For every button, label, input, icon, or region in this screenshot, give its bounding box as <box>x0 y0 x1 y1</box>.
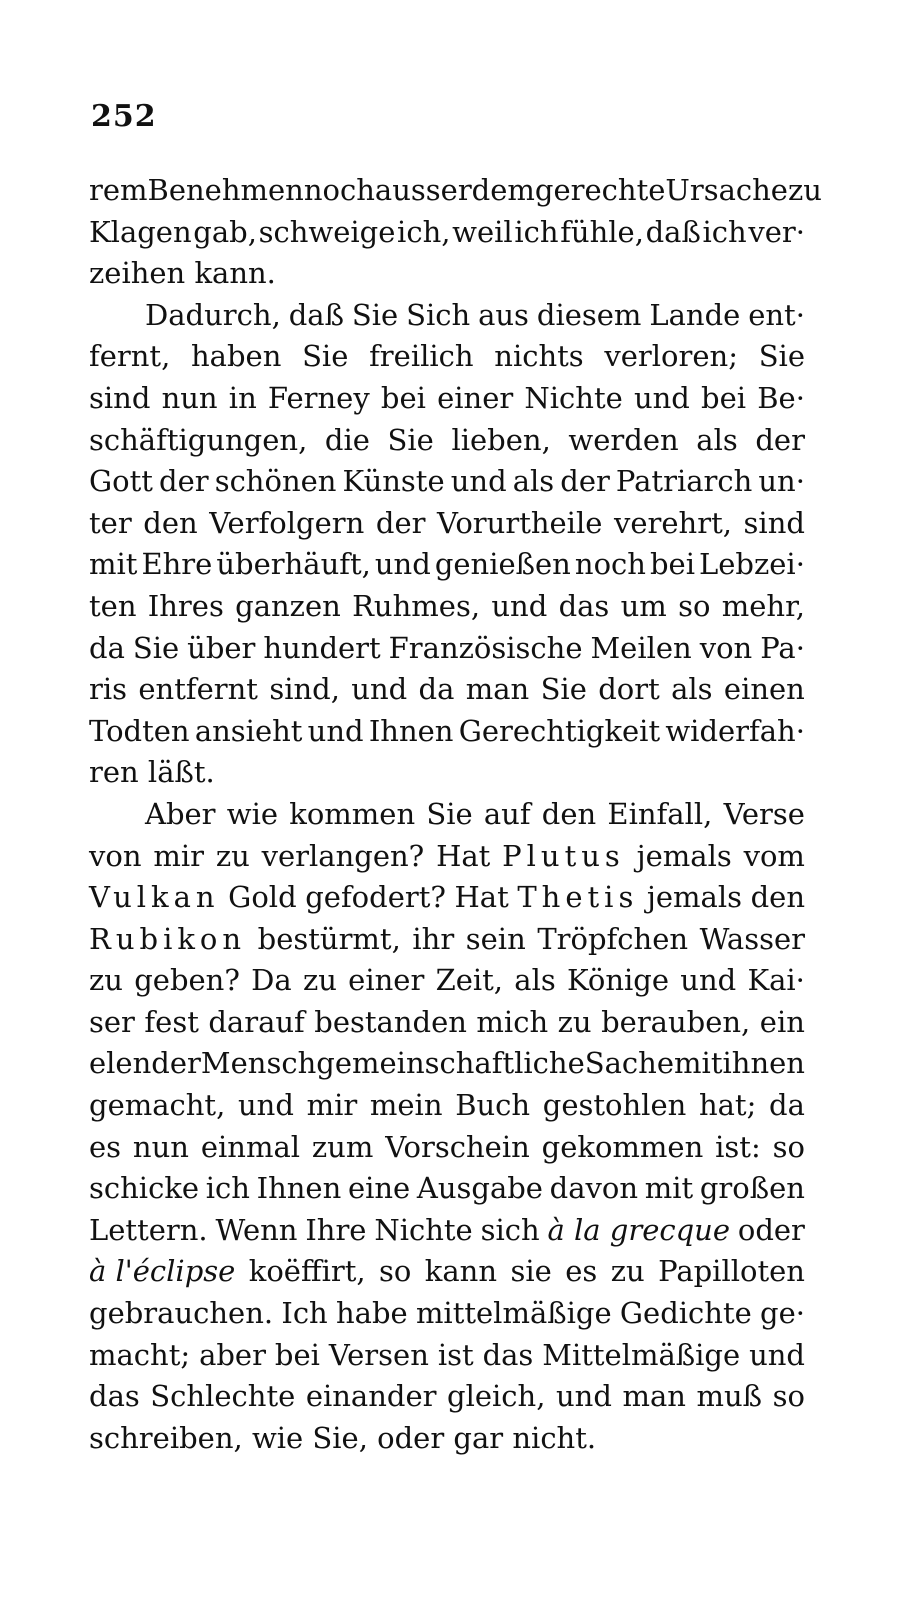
word: sie <box>510 1254 552 1289</box>
word: Rubikon <box>89 921 247 956</box>
word: à l'éclipse <box>89 1254 236 1289</box>
word: Könige <box>566 963 670 998</box>
word: und <box>450 464 507 499</box>
word: Sie <box>132 630 180 665</box>
word: einmal <box>200 1129 301 1164</box>
word: gemeinschaftliche <box>316 1046 585 1081</box>
word: kommen <box>289 796 416 831</box>
text-line <box>89 877 805 919</box>
word: als <box>696 422 738 457</box>
word: noch <box>574 547 646 582</box>
word: ser <box>89 1004 135 1039</box>
word: widerfah· <box>665 713 805 748</box>
word: Hat <box>436 838 491 873</box>
word: Da <box>251 963 292 998</box>
word: ihr <box>412 921 455 956</box>
word: hat; <box>698 1088 757 1123</box>
word: Gott <box>89 464 153 499</box>
word: als <box>514 963 556 998</box>
text-line <box>89 1376 805 1418</box>
word: Ruhmes, <box>352 588 481 623</box>
text-line <box>89 461 805 503</box>
word: zu <box>302 963 337 998</box>
word: koëffirt, <box>248 1254 366 1289</box>
word: ich <box>702 214 747 249</box>
word: zu <box>215 838 250 873</box>
body-text <box>89 170 822 1459</box>
word: mir <box>153 838 204 873</box>
word: bestanden <box>314 1004 467 1039</box>
text-line <box>89 378 805 420</box>
word: Sie <box>540 672 587 707</box>
word: Todten <box>89 713 190 748</box>
word: mit <box>644 1171 694 1206</box>
word: der <box>560 464 610 499</box>
word: mehr, <box>721 588 805 623</box>
word: Nichte <box>524 380 623 415</box>
word: daß <box>645 214 701 249</box>
word: so <box>379 1254 412 1289</box>
word: zu <box>89 963 123 998</box>
word: werden <box>568 422 679 457</box>
word: mittelmäßige <box>415 1296 612 1331</box>
word: in <box>228 380 257 415</box>
word: nun <box>132 1129 189 1164</box>
word: Nichte <box>374 1212 473 1247</box>
word: zum <box>311 1129 374 1164</box>
word: ausserdem <box>374 173 535 207</box>
word: davon <box>549 1171 639 1206</box>
word: Verse <box>723 796 805 831</box>
word: noch <box>303 173 375 207</box>
text-line <box>89 1251 805 1293</box>
word: haben <box>191 339 282 374</box>
word: da <box>89 630 125 665</box>
word: als <box>512 464 555 499</box>
word: bestürmt, <box>257 921 401 956</box>
word: Ausgabe <box>416 1171 543 1206</box>
text-line <box>89 1085 805 1127</box>
word: Mensch <box>200 1046 317 1081</box>
text-line <box>89 1002 805 1044</box>
word: und <box>491 588 548 623</box>
word: Schlechte <box>150 1379 296 1414</box>
word: der <box>755 422 805 457</box>
word: schicke <box>89 1171 200 1206</box>
word: ten <box>89 588 137 623</box>
word: aber <box>199 1337 266 1372</box>
word: gebrauchen. <box>89 1296 274 1331</box>
word: und <box>307 713 364 748</box>
word: verehrt, <box>613 505 732 540</box>
word: Ihres <box>147 588 224 623</box>
word: habe <box>335 1296 408 1331</box>
word: ansieht <box>194 713 303 748</box>
word: so <box>772 1379 805 1414</box>
text-line <box>89 1418 805 1460</box>
word: Gold <box>228 880 297 915</box>
word: schäftigungen, <box>89 422 308 457</box>
word: Ihnen <box>368 713 454 748</box>
word: den <box>143 505 198 540</box>
word: lieben, <box>451 422 551 457</box>
word: berauben, <box>601 1004 751 1039</box>
word: Vorurtheile <box>437 505 603 540</box>
word: den <box>541 796 597 831</box>
word: einer <box>348 963 425 998</box>
word: Dadurch, <box>145 297 281 332</box>
text-line <box>89 711 805 753</box>
text-line <box>89 503 805 545</box>
word: so <box>678 588 711 623</box>
word: diesem <box>536 297 642 332</box>
word: das <box>89 1379 140 1414</box>
text-line <box>89 752 805 794</box>
word: und <box>237 1088 294 1123</box>
word: Verfolgern <box>209 505 365 540</box>
text-line <box>89 836 805 878</box>
word: Hat <box>454 880 509 915</box>
text-line <box>89 794 805 836</box>
word: da <box>418 672 455 707</box>
word: bei <box>649 547 695 582</box>
word: Wenn <box>215 1212 298 1247</box>
word: fühle, <box>560 214 644 249</box>
word: ris <box>89 672 128 707</box>
word: großen <box>699 1171 805 1206</box>
word: ich <box>205 1171 250 1206</box>
word: da <box>769 1088 805 1123</box>
word: mir <box>306 1088 358 1123</box>
word: darauf <box>208 1004 305 1039</box>
word: Patriarch <box>615 464 753 499</box>
word: Sie <box>758 339 805 374</box>
word: muß <box>696 1379 763 1414</box>
word: Zeit, <box>435 963 504 998</box>
word: genießen <box>434 547 571 582</box>
word: Ich <box>281 1296 328 1331</box>
text-line <box>89 1293 805 1335</box>
word: und <box>680 963 737 998</box>
word: Klagen <box>89 214 192 249</box>
text-line <box>89 919 805 961</box>
word: Lande <box>649 297 741 332</box>
word: Sich <box>406 297 471 332</box>
word: sein <box>465 921 526 956</box>
word: es <box>565 1254 598 1289</box>
text-line <box>89 628 805 670</box>
word: von <box>89 838 142 873</box>
word: fernt, <box>89 339 171 374</box>
word: aus <box>478 297 529 332</box>
word: schweige <box>258 214 396 249</box>
word: daß <box>288 297 344 332</box>
word: Kai· <box>747 963 805 998</box>
word: un· <box>758 464 805 499</box>
text-line <box>89 1335 805 1377</box>
word: Vulkan <box>89 880 220 915</box>
word: sind <box>743 505 805 540</box>
word: Französische <box>388 630 583 665</box>
word: jemals <box>646 880 743 915</box>
word: zeihen kann. <box>89 256 276 291</box>
word: Buch <box>455 1088 531 1123</box>
word: gestohlen <box>542 1088 687 1123</box>
word: gefodert? <box>305 880 446 915</box>
word: ter <box>89 505 132 540</box>
word: Plutus <box>502 838 625 873</box>
word: gekommen <box>541 1129 704 1164</box>
word: Pa· <box>760 630 805 665</box>
word: Sie <box>351 297 399 332</box>
word: bei <box>701 380 747 415</box>
word: zu <box>787 173 822 207</box>
word: à la grecque <box>547 1212 731 1247</box>
word: bei <box>380 380 426 415</box>
word: Benehmen <box>147 173 304 207</box>
word: den <box>750 880 805 915</box>
word: nun <box>161 380 218 415</box>
word: mich <box>476 1004 549 1039</box>
word: Ihnen <box>256 1171 342 1206</box>
text-line <box>89 1210 805 1252</box>
text-line <box>89 1168 805 1210</box>
word: das <box>558 588 610 623</box>
word: und <box>556 1379 612 1414</box>
word: dort <box>598 672 660 707</box>
word: der <box>375 505 426 540</box>
word: einander <box>305 1379 437 1414</box>
word: weil <box>452 214 513 249</box>
text-line <box>89 170 822 212</box>
word: gerechte <box>534 173 666 207</box>
word: schönen <box>214 464 337 499</box>
word: auf <box>483 796 531 831</box>
text-line <box>89 1043 805 1085</box>
word: Meilen <box>590 630 692 665</box>
word: entfernt <box>138 672 258 707</box>
word: Sie <box>426 796 473 831</box>
word: Mittelmäßige <box>542 1337 741 1372</box>
word: eine <box>347 1171 411 1206</box>
word: jemals <box>636 838 732 873</box>
word: Be· <box>757 380 805 415</box>
text-line <box>89 586 805 628</box>
word: wie <box>226 796 279 831</box>
word: mein <box>369 1088 443 1123</box>
word: rem <box>89 173 148 207</box>
text-line <box>89 336 805 378</box>
word: schreiben, wie Sie, oder gar nicht. <box>89 1420 597 1455</box>
word: ich <box>514 214 559 249</box>
word: überhäuft, <box>216 547 371 582</box>
word: so <box>772 1129 805 1164</box>
text-line <box>89 544 805 586</box>
text-line <box>89 420 805 462</box>
text-line <box>89 669 805 711</box>
word: gleich, <box>447 1379 546 1414</box>
word: bei <box>274 1337 320 1372</box>
word: einer <box>437 380 514 415</box>
word: die <box>324 422 370 457</box>
word: verlangen? <box>261 838 425 873</box>
word: ist: <box>715 1129 761 1164</box>
word: vom <box>743 838 805 873</box>
word: man <box>622 1379 686 1414</box>
word: Thetis <box>517 880 639 915</box>
word: sind <box>89 380 151 415</box>
word: Ehre <box>141 547 213 582</box>
word: und <box>351 672 408 707</box>
word: ganzen <box>235 588 341 623</box>
word: kann <box>424 1254 498 1289</box>
word: und <box>633 380 690 415</box>
word: Wasser <box>699 921 805 956</box>
text-line <box>89 1127 805 1169</box>
word: geben? <box>134 963 240 998</box>
word: und <box>374 547 431 582</box>
word: Gedichte <box>619 1296 752 1331</box>
text-line <box>89 295 805 337</box>
word: Ursache <box>665 173 788 207</box>
word: gemacht, <box>89 1088 226 1123</box>
word: Künste <box>342 464 445 499</box>
word: ren läßt. <box>89 755 215 790</box>
text-line <box>89 960 805 1002</box>
word: um <box>620 588 667 623</box>
word: mit <box>89 547 138 582</box>
word: ge· <box>760 1296 805 1331</box>
word: zu <box>557 1004 592 1039</box>
word: sich <box>480 1212 540 1247</box>
word: Vorschein <box>385 1129 530 1164</box>
word: ist <box>437 1337 474 1372</box>
word: sind, <box>269 672 340 707</box>
word: es <box>89 1129 122 1164</box>
word: Ihre <box>305 1212 367 1247</box>
word: ver· <box>748 214 805 249</box>
word: Tröpfchen <box>537 921 689 956</box>
word: ent· <box>748 297 805 332</box>
word: Einfall, <box>607 796 713 831</box>
word: einen <box>723 672 805 707</box>
page-number: 252 <box>91 99 157 134</box>
word: der <box>159 464 209 499</box>
word: zu <box>610 1254 645 1289</box>
word: Sache <box>584 1046 675 1081</box>
word: von <box>699 630 753 665</box>
word: und <box>749 1337 805 1372</box>
word: Ferney <box>267 380 370 415</box>
word: verloren; <box>604 339 738 374</box>
word: ihnen <box>722 1046 805 1081</box>
word: gab, <box>193 214 257 249</box>
word: Versen <box>328 1337 429 1372</box>
word: Lebzei· <box>699 547 805 582</box>
word: man <box>465 672 530 707</box>
word: Aber <box>145 796 216 831</box>
word: elender <box>89 1046 201 1081</box>
word: fest <box>144 1004 199 1039</box>
word: nichts <box>494 339 584 374</box>
word: macht; <box>89 1337 191 1372</box>
word: über <box>187 630 256 665</box>
word: Papilloten <box>658 1254 805 1289</box>
word: oder <box>737 1212 805 1247</box>
word: freilich <box>369 339 474 374</box>
word: Sie <box>387 422 434 457</box>
text-line <box>89 253 805 295</box>
text-line <box>89 212 805 254</box>
word: Lettern. <box>89 1212 208 1247</box>
word: als <box>671 672 713 707</box>
word: Sie <box>302 339 349 374</box>
word: das <box>482 1337 534 1372</box>
word: Gerechtigkeit <box>458 713 661 748</box>
word: hundert <box>263 630 381 665</box>
word: ich, <box>397 214 451 249</box>
word: ein <box>759 1004 805 1039</box>
word: mit <box>674 1046 723 1081</box>
